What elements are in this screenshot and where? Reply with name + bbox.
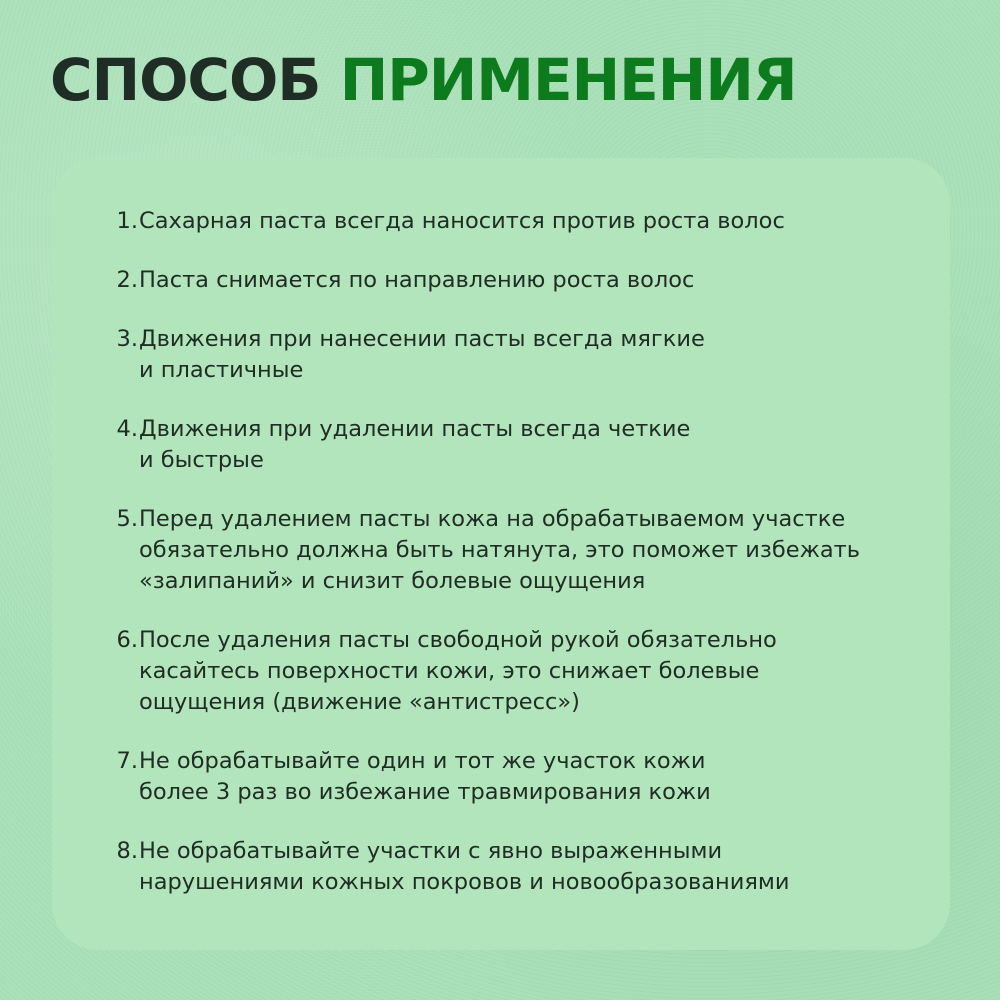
step-item-8	[109, 836, 929, 898]
step-number: 6.	[116, 627, 138, 653]
step-line: ощущения (движение «антистресс»)	[139, 689, 580, 715]
step-item-7	[109, 746, 929, 808]
page-title	[50, 40, 797, 120]
step-text	[139, 746, 929, 808]
step-number: 3.	[116, 326, 138, 352]
step-number: 1.	[116, 208, 138, 234]
step-line: Движения при нанесении пасты всегда мягкие	[139, 326, 705, 352]
step-line: обязательно должна быть натянута, это поможет избежать	[139, 537, 860, 563]
step-line: Не обрабатывайте один и тот же участок кожи	[139, 748, 706, 774]
step-text	[139, 836, 929, 898]
step-line: и пластичные	[139, 357, 304, 383]
step-text	[139, 414, 929, 476]
step-line: После удаления пасты свободной рукой обязательно	[139, 627, 777, 653]
step-number: 7.	[116, 748, 138, 774]
step-line: «залипаний» и снизит болевые ощущения	[139, 568, 646, 594]
step-item-5	[109, 504, 929, 597]
step-number: 2.	[116, 267, 138, 293]
step-line: Перед удалением пасты кожа на обрабатываемом участке	[139, 506, 846, 532]
steps-list	[109, 206, 929, 926]
step-item-3	[109, 324, 929, 386]
title-word-application: ПРИМЕНЕНИЯ	[339, 46, 797, 114]
step-line: касайтесь поверхности кожи, это снижает болевые	[139, 658, 760, 684]
step-text	[139, 206, 929, 237]
step-item-4	[109, 414, 929, 476]
step-line: Движения при удалении пасты всегда четкие	[139, 416, 691, 442]
step-item-2	[109, 265, 929, 296]
step-text	[139, 265, 929, 296]
title-word-method: СПОСОБ	[50, 46, 321, 114]
step-line: Паста снимается по направлению роста волос	[139, 267, 695, 293]
step-number: 8.	[116, 838, 138, 864]
step-line: Не обрабатывайте участки с явно выраженными	[139, 838, 723, 864]
step-item-1	[109, 206, 929, 237]
step-number: 4.	[116, 416, 138, 442]
step-text	[139, 625, 929, 718]
step-line: Сахарная паста всегда наносится против роста волос	[139, 208, 785, 234]
step-line: нарушениями кожных покровов и новообразованиями	[139, 869, 790, 895]
step-item-6	[109, 625, 929, 718]
step-text	[139, 324, 929, 386]
step-line: и быстрые	[139, 447, 264, 473]
step-text	[139, 504, 929, 597]
step-line: более 3 раз во избежание травмирования кожи	[139, 779, 711, 805]
instructions-card	[52, 158, 950, 950]
step-number: 5.	[116, 506, 138, 532]
